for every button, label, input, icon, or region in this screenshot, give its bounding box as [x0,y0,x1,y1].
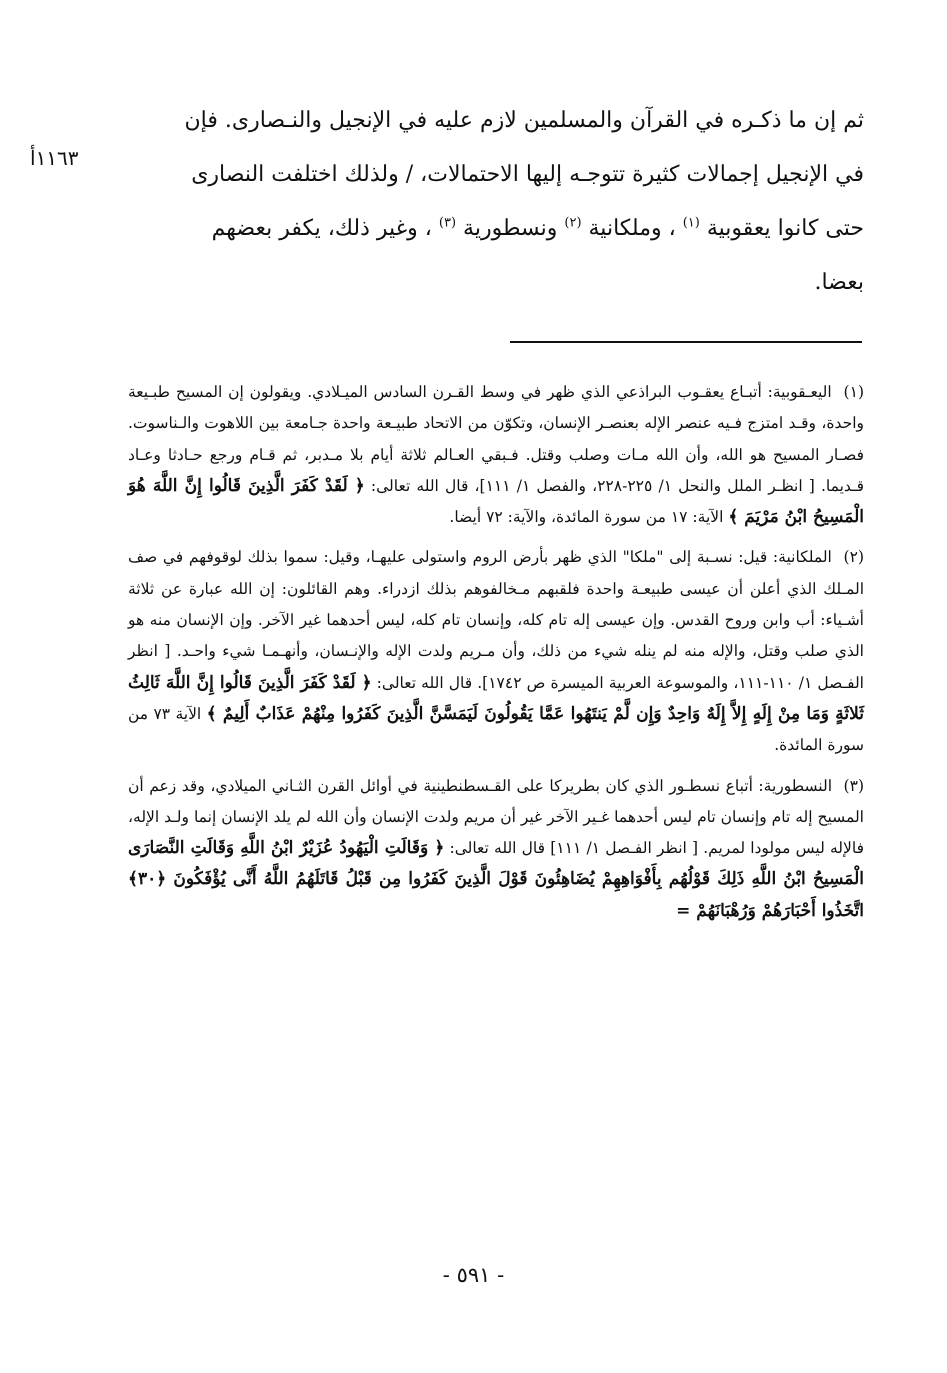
quran-verse: ﴿ لَقَدْ كَفَرَ الَّذِينَ قَالُوا إِنَّ اللَّهَ هُوَ الْمَسِيحُ ابْنُ مَرْيَمَ ﴾ [128,475,864,528]
footnote-number: (١) [843,383,864,401]
footnote-number: (٢) [843,548,864,567]
main-text-fragment: ، وملكانية [588,216,676,241]
footnote-text: الآية: ١٧ من سورة المائدة، والآية: ٧٢ أيضا. [449,508,724,527]
footnote-number: (٣) [843,776,864,795]
main-line: في الإنجيل إجمالات كثيرة تتوجـه إليها الاحتمالات، / ولذلك اختلفت النصارى [191,162,864,187]
footnote-3 [128,771,864,927]
main-line-with-refs [120,202,864,256]
margin-folio-note: ١١٦٣أ [30,146,79,170]
main-text-fragment: ونسطورية [463,216,558,241]
footnote-text: النسطورية: أتباع نسطـور الذي كان بطريركا على القـسطنطينية في أوائل القرن الثـاني الميلادي، وقد زعم أن المسيح إله تام وإنسان تام ليس أحدهما غـير الآخر غير أن مريم ولدت الإنسان وأن الله لم يلد الإنسان إنما ولـد الإله، فالإله ليس مولودا لمريم. [ انظر الفـصل ١/ ١١١] قال الله تعالى: [128,776,864,858]
page-number: - ٥٩١ - [442,1263,505,1287]
footnote-ref-1[interactable]: (١) [682,215,700,231]
main-text-fragment: حتى كانوا يعقوبية [706,216,864,241]
main-body-text [120,94,864,310]
footnote-text: الآية ٧٣ من سورة المائدة. [128,704,864,755]
footnote-ref-3[interactable]: (٣) [438,215,457,231]
footnote-ref-2[interactable]: (٢) [564,215,582,231]
main-line: ثم إن ما ذكـره في القرآن والمسلمين لازم عليه في الإنجيل والنـصارى. فإن [184,108,864,133]
main-text-fragment: ، وغير ذلك، يكفر بعضهم [211,216,432,241]
main-line: بعضا. [814,270,864,295]
footnote-text: الملكانية: قيل: نسـبة إلى "ملكا" الذي ظهر بأرض الروم واستولى عليهـا، وقيل: سموا بذلك لوقوفهم في صف المـلك الذي أعلن أن عيسى طبيعـة واحدة فلقبهم مـخالفوهم بذلك ازدراء. وهم القائلون: إن الله عبارة عن ثلاثة أشـياء: أب وابن وروح القدس. وإن عيسى إله تام كله، وإنسان تام كله، ليس أحدهما غير الآخر. وإن الإنسان منه هو الذي صلب وقتل، والإله منه لم ينله شيء من ذلك، وأن مـريم ولدت الإله والإنـسان، وأنهـمـا شيء واحـد. [ انظر الفـصل ١/ ١١٠-١١١، والموسوعة العربية الميسرة ص ١٧٤٢]. قال الله تعالى: [128,548,864,692]
quran-verse: ﴿ لَقَدْ كَفَرَ الَّذِينَ قَالُوا إِنَّ اللَّهَ ثَالِثُ ثَلاثَةٍ وَمَا مِنْ إِلَهٍ إِلاَّ إِلَهٌ وَاحِدٌ وَإِن لَّمْ يَنتَهُوا عَمَّا يَقُولُونَ لَيَمَسَّنَّ الَّذِينَ كَفَرُوا مِنْهُمْ عَذَابٌ أَلِيمٌ ﴾ [128,672,864,724]
quran-verse: ﴿ وَقَالَتِ الْيَهُودُ عُزَيْرٌ ابْنُ اللَّهِ وَقَالَتِ النَّصَارَى الْمَسِيحُ ابْنُ اللَّهِ ذَلِكَ قَوْلُهُم بِأَفْوَاهِهِمْ يُضَاهِئُونَ قَوْلَ الَّذِينَ كَفَرُوا مِن قَبْلُ قَاتَلَهُمُ اللَّهُ أَنَّى يُؤْفَكُونَ ﴿٣٠﴾ اتَّخَذُوا أَحْبَارَهُمْ وَرُهْبَانَهُمْ = [128,838,864,921]
footnotes-section [128,377,864,936]
footnote-separator [510,341,862,343]
footnote-1 [128,377,864,533]
footnote-2 [128,542,864,761]
footnote-text: اليعـقوبية: أتبـاع يعقـوب البراذعي الذي ظهر في وسط القـرن السادس الميـلادي. ويقولون إن المسيح طبـيعة واحدة، وقـد امتزج فـيه عنصر الإله بعنصـر الإنسان، وتكوّن من الاتحاد طبيـعة واحدة جـامعة بين اللاهوت والـناسوت. فصـار المسيح هو الله، وأن الله مـات وصلب وقتل. فـبقي العـالم ثلاثة أيام بلا مـدبر، ثم قـام ورجع حـادثا وعـاد قـديما. [ انظـر الملل والنحل ١/ ٢٢٥-٢٢٨، والفصل ١/ ١١١]، قال الله تعالى: [128,383,865,495]
